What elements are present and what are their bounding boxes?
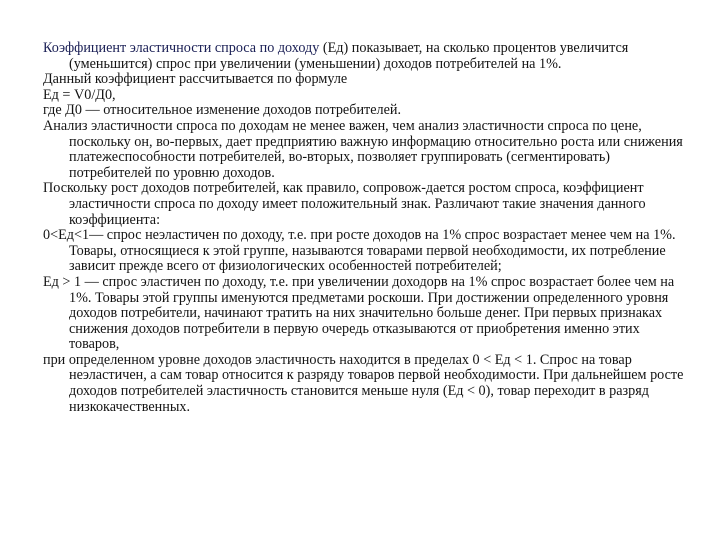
paragraph-definition-rest: (Ед) показывает, на сколько процентов увеличится (уменьшится) спрос при увеличении (уменьшении) доходов потребителей на 1%.	[69, 40, 629, 72]
paragraph-inferior: при определенном уровне доходов эластичность находится в пределах 0 < Ед < 1. Спрос на товар неэластичен, а сам товар относится к разряду товаров первой необходимости. При дальнейшем росте доходов потребителей эластичность становится меньше нуля (Ед < 0), товар переходит в разряд низкокачественных.	[43, 351, 684, 415]
document-body	[43, 41, 693, 415]
paragraph-formula-intro: Данный коэффициент рассчитывается по формуле	[43, 71, 348, 88]
paragraph-formula: Ед = V0/Д0,	[43, 86, 116, 103]
paragraph-analysis: Анализ эластичности спроса по доходам не менее важен, чем анализ эластичности спроса по цене, поскольку он, во-первых, дает предприятию важную информацию относительно роста или снижения платежеспособности потребителей, во-вторых, позволяет группировать (сегментировать) потребителей по уровню доходов.	[43, 117, 683, 181]
paragraph-elastic: Ед > 1 — спрос эластичен по доходу, т.е. при увеличении доходорв на 1% спрос возрастает более чем на 1%. Товары этой группы именуются предметами роскоши. При достижении определенного уровня доходов потребители, начинают тратить на них значительно больше денег. При первых признаках снижения доходов потребители в первую очередь отказываются от приобретения именно этих товаров,	[43, 273, 675, 353]
paragraph-sign: Поскольку рост доходов потребителей, как правило, сопровож-дается ростом спроса, коэффициент эластичности спроса по доходу имеет положительный знак. Различают такие значения данного коэффициента:	[43, 180, 646, 228]
paragraph-definition	[43, 41, 693, 72]
paragraph-formula-where: где Д0 — относительное изменение доходов потребителей.	[43, 102, 402, 119]
paragraph-definition-lead: Коэффициент эластичности спроса по доходу	[43, 40, 320, 56]
paragraph-inelastic: 0<Ед<1— спрос неэластичен по доходу, т.е. при росте доходов на 1% спрос возрастает менее чем на 1%. Товары, относящиеся к этой группе, называются товарами первой необходимости, их потребление зависит прежде всего от физиологических особенностей потребителей;	[43, 227, 676, 275]
